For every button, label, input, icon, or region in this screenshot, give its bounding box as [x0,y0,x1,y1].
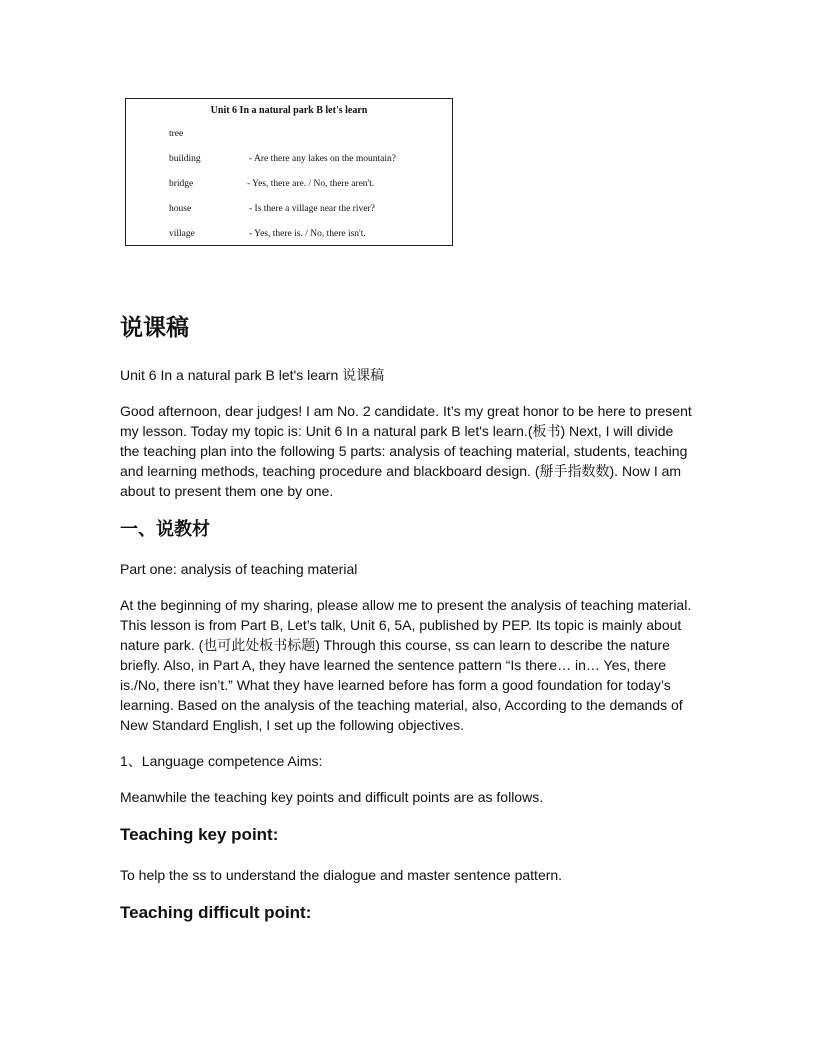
board-title: Unit 6 In a natural park B let's learn [210,105,368,116]
part-label: Part one: analysis of teaching material [120,561,358,577]
key-points-intro: Meanwhile the teaching key points and difficult points are as follows. [120,789,544,805]
board-word: village [169,229,195,239]
board-row [169,229,446,243]
board-word: tree [169,129,184,139]
board-sentence: - Yes, there are. / No, there aren't. [247,179,375,189]
board-word: bridge [169,179,194,189]
aims-line: 1、Language competence Aims: [120,753,323,769]
board-row [169,179,446,193]
board-word: building [169,154,201,164]
section-heading: 一、说教材 [120,519,210,540]
blackboard-design-box [125,98,453,246]
key-point-heading: Teaching key point: [120,825,279,844]
difficult-point-heading: Teaching difficult point: [120,903,312,922]
board-sentence: - Yes, there is. / No, there isn't. [249,229,366,239]
document-body [120,313,696,943]
intro-paragraph: Good afternoon, dear judges! I am No. 2 candidate. It’s my great honor to be here to present my lesson. Today my topic is: Unit 6 In a natural park B let's learn.(板书) Next, I will divide the teaching plan into the following 5 parts: analysis of teaching material, students, teaching and learning methods, teaching procedure and blackboard design. (掰手指数数). Now I am about to present them one by one. [120,403,692,499]
document-subtitle: Unit 6 In a natural park B let's learn 说课稿 [120,367,385,383]
board-sentence: - Is there a village near the river? [249,204,375,214]
analysis-paragraph: At the beginning of my sharing, please allow me to present the analysis of teaching material. This lesson is from Part B, Let’s talk, Unit 6, 5A, published by PEP. Its topic is mainly about nature park. (也可此处板书标题) Through this course, ss can learn to describe the nature briefly. Also, in Part A, they have learned the sentence pattern “Is there… in… Yes, there is./No, there isn’t.” What they have learned before has form a good foundation for today’s learning. Based on the analysis of the teaching material, also, According to the demands of New Standard English, I set up the following objectives. [120,597,692,733]
board-word: house [169,204,192,214]
board-row [169,204,446,218]
board-sentence: - Are there any lakes on the mountain? [249,154,396,164]
document-title: 说课稿 [120,315,189,341]
board-row [169,129,446,143]
key-point-body: To help the ss to understand the dialogue and master sentence pattern. [120,867,563,883]
board-row [169,154,446,168]
